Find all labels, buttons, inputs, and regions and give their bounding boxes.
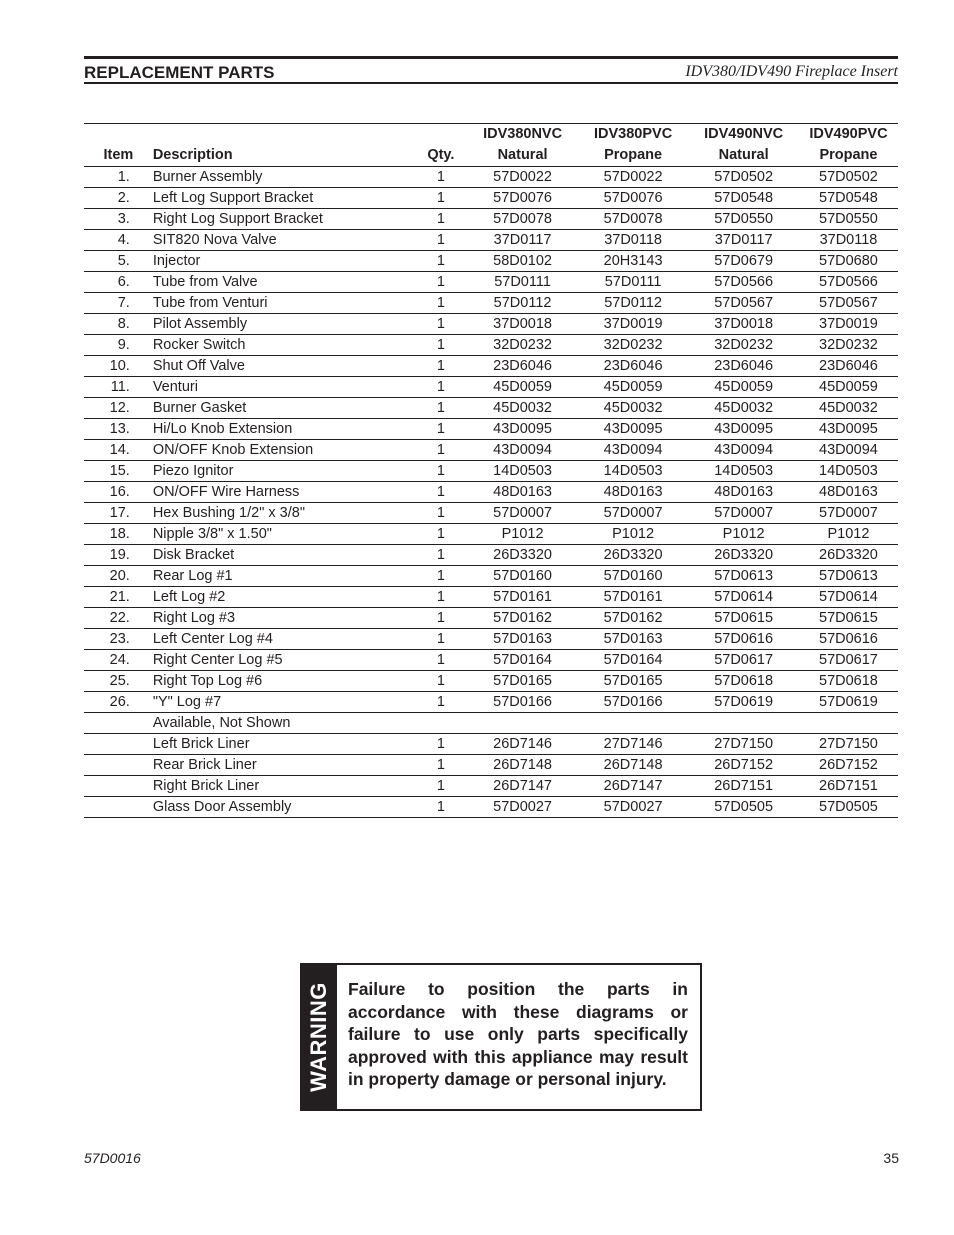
part-no-v2: 57D0163 bbox=[578, 628, 689, 649]
part-no-v1: 57D0111 bbox=[467, 271, 578, 292]
part-qty: 1 bbox=[414, 334, 467, 355]
table-row bbox=[84, 607, 898, 628]
part-no-v1: 26D7148 bbox=[467, 754, 578, 775]
part-description: Burner Assembly bbox=[153, 166, 415, 187]
part-no-v3: 45D0059 bbox=[688, 376, 799, 397]
part-qty: 1 bbox=[414, 481, 467, 502]
part-no-v2: 20H3143 bbox=[578, 250, 689, 271]
part-no-v3: 37D0018 bbox=[688, 313, 799, 334]
part-description: "Y" Log #7 bbox=[153, 691, 415, 712]
part-no-v4: 57D0618 bbox=[799, 670, 898, 691]
item-number: 14. bbox=[84, 439, 153, 460]
part-no-v3: 57D0619 bbox=[688, 691, 799, 712]
col-header-v1-model: IDV380NVC bbox=[467, 124, 578, 145]
part-no-v2: 57D0027 bbox=[578, 796, 689, 817]
item-number: 15. bbox=[84, 460, 153, 481]
part-no-v3: 48D0163 bbox=[688, 481, 799, 502]
part-description: Right Top Log #6 bbox=[153, 670, 415, 691]
item-number: 12. bbox=[84, 397, 153, 418]
table-row bbox=[84, 628, 898, 649]
item-number: 22. bbox=[84, 607, 153, 628]
part-no-v2: 57D0078 bbox=[578, 208, 689, 229]
part-no-v2 bbox=[578, 712, 689, 733]
part-qty: 1 bbox=[414, 397, 467, 418]
table-row bbox=[84, 565, 898, 586]
part-no-v4: 43D0095 bbox=[799, 418, 898, 439]
warning-text: Failure to position the parts in accordance with these diagrams or failure to use only parts specifically approved with this appliance may result in property damage or personal injury. bbox=[348, 979, 688, 1089]
part-no-v4: 26D7151 bbox=[799, 775, 898, 796]
part-qty: 1 bbox=[414, 166, 467, 187]
item-number: 1. bbox=[84, 166, 153, 187]
part-no-v2: 57D0162 bbox=[578, 607, 689, 628]
col-header-v1-fuel: Natural bbox=[467, 145, 578, 166]
part-no-v2: 57D0160 bbox=[578, 565, 689, 586]
table-row bbox=[84, 166, 898, 187]
part-no-v1: 57D0163 bbox=[467, 628, 578, 649]
part-no-v2: 57D0165 bbox=[578, 670, 689, 691]
part-no-v4: 57D0007 bbox=[799, 502, 898, 523]
part-description: Glass Door Assembly bbox=[153, 796, 415, 817]
part-description: Shut Off Valve bbox=[153, 355, 415, 376]
item-number: 2. bbox=[84, 187, 153, 208]
part-no-v1: 57D0112 bbox=[467, 292, 578, 313]
part-no-v2: 48D0163 bbox=[578, 481, 689, 502]
part-qty: 1 bbox=[414, 313, 467, 334]
part-no-v4: 57D0619 bbox=[799, 691, 898, 712]
section-title: REPLACEMENT PARTS bbox=[84, 63, 275, 82]
part-description: SIT820 Nova Valve bbox=[153, 229, 415, 250]
part-description: Hi/Lo Knob Extension bbox=[153, 418, 415, 439]
item-number: 18. bbox=[84, 523, 153, 544]
part-description: Injector bbox=[153, 250, 415, 271]
table-row bbox=[84, 586, 898, 607]
part-no-v1: 37D0018 bbox=[467, 313, 578, 334]
part-no-v2: 37D0019 bbox=[578, 313, 689, 334]
col-header-v2-model: IDV380PVC bbox=[578, 124, 689, 145]
part-no-v4: 43D0094 bbox=[799, 439, 898, 460]
part-no-v3: 27D7150 bbox=[688, 733, 799, 754]
item-number bbox=[84, 733, 153, 754]
part-no-v2: 57D0076 bbox=[578, 187, 689, 208]
part-no-v2: 26D7148 bbox=[578, 754, 689, 775]
part-no-v4: 57D0615 bbox=[799, 607, 898, 628]
part-qty: 1 bbox=[414, 565, 467, 586]
item-number: 8. bbox=[84, 313, 153, 334]
part-qty: 1 bbox=[414, 691, 467, 712]
part-no-v4 bbox=[799, 712, 898, 733]
part-description: Left Center Log #4 bbox=[153, 628, 415, 649]
part-no-v4: 37D0019 bbox=[799, 313, 898, 334]
part-description: Left Brick Liner bbox=[153, 733, 415, 754]
col-header-v2-fuel: Propane bbox=[578, 145, 689, 166]
table-row bbox=[84, 439, 898, 460]
part-no-v1: 26D3320 bbox=[467, 544, 578, 565]
part-no-v4: 57D0505 bbox=[799, 796, 898, 817]
part-description: Right Log #3 bbox=[153, 607, 415, 628]
table-row bbox=[84, 481, 898, 502]
part-description: Rocker Switch bbox=[153, 334, 415, 355]
part-no-v3: 32D0232 bbox=[688, 334, 799, 355]
part-no-v1: 43D0095 bbox=[467, 418, 578, 439]
part-description: Nipple 3/8" x 1.50" bbox=[153, 523, 415, 544]
part-description: Right Log Support Bracket bbox=[153, 208, 415, 229]
part-description: Right Brick Liner bbox=[153, 775, 415, 796]
table-header-row-models bbox=[84, 124, 898, 145]
part-no-v1: 32D0232 bbox=[467, 334, 578, 355]
part-no-v2: 57D0112 bbox=[578, 292, 689, 313]
table-row bbox=[84, 754, 898, 775]
part-no-v1: 43D0094 bbox=[467, 439, 578, 460]
col-header-v3-fuel: Natural bbox=[688, 145, 799, 166]
item-number: 25. bbox=[84, 670, 153, 691]
part-no-v4: 57D0617 bbox=[799, 649, 898, 670]
part-no-v2: 26D3320 bbox=[578, 544, 689, 565]
part-no-v4: 27D7150 bbox=[799, 733, 898, 754]
part-no-v1: 26D7147 bbox=[467, 775, 578, 796]
part-no-v4: 26D3320 bbox=[799, 544, 898, 565]
part-no-v1: 58D0102 bbox=[467, 250, 578, 271]
part-no-v3: 26D7151 bbox=[688, 775, 799, 796]
part-no-v2: 14D0503 bbox=[578, 460, 689, 481]
part-no-v1: 45D0032 bbox=[467, 397, 578, 418]
table-row bbox=[84, 670, 898, 691]
part-no-v4: 57D0616 bbox=[799, 628, 898, 649]
part-qty: 1 bbox=[414, 649, 467, 670]
page-number: 35 bbox=[883, 1150, 899, 1166]
item-number: 17. bbox=[84, 502, 153, 523]
part-no-v2: P1012 bbox=[578, 523, 689, 544]
part-no-v3: 57D0502 bbox=[688, 166, 799, 187]
col-header-v3-model: IDV490NVC bbox=[688, 124, 799, 145]
part-no-v3: 57D0613 bbox=[688, 565, 799, 586]
part-qty: 1 bbox=[414, 355, 467, 376]
part-no-v1 bbox=[467, 712, 578, 733]
part-description: ON/OFF Wire Harness bbox=[153, 481, 415, 502]
part-qty: 1 bbox=[414, 775, 467, 796]
warning-box bbox=[300, 963, 702, 1111]
part-description: Right Center Log #5 bbox=[153, 649, 415, 670]
part-no-v3: 57D0505 bbox=[688, 796, 799, 817]
table-row bbox=[84, 418, 898, 439]
parts-table bbox=[84, 123, 898, 818]
part-description: Tube from Valve bbox=[153, 271, 415, 292]
part-no-v2: 43D0094 bbox=[578, 439, 689, 460]
part-no-v4: 14D0503 bbox=[799, 460, 898, 481]
part-no-v4: 45D0059 bbox=[799, 376, 898, 397]
table-row bbox=[84, 691, 898, 712]
part-qty: 1 bbox=[414, 292, 467, 313]
part-no-v1: 37D0117 bbox=[467, 229, 578, 250]
part-no-v4: 57D0548 bbox=[799, 187, 898, 208]
part-no-v3: 37D0117 bbox=[688, 229, 799, 250]
part-no-v1: 57D0162 bbox=[467, 607, 578, 628]
part-no-v2: 23D6046 bbox=[578, 355, 689, 376]
part-qty: 1 bbox=[414, 460, 467, 481]
item-number: 9. bbox=[84, 334, 153, 355]
item-number: 3. bbox=[84, 208, 153, 229]
table-row bbox=[84, 775, 898, 796]
part-no-v3: 57D0566 bbox=[688, 271, 799, 292]
part-no-v2: 57D0007 bbox=[578, 502, 689, 523]
warning-label: WARNING bbox=[306, 982, 331, 1092]
part-description: Hex Bushing 1/2" x 3/8" bbox=[153, 502, 415, 523]
part-no-v2: 57D0022 bbox=[578, 166, 689, 187]
part-qty: 1 bbox=[414, 544, 467, 565]
part-no-v4: 32D0232 bbox=[799, 334, 898, 355]
part-no-v1: P1012 bbox=[467, 523, 578, 544]
part-no-v1: 45D0059 bbox=[467, 376, 578, 397]
part-description: ON/OFF Knob Extension bbox=[153, 439, 415, 460]
part-no-v2: 37D0118 bbox=[578, 229, 689, 250]
part-no-v4: 57D0614 bbox=[799, 586, 898, 607]
item-number: 11. bbox=[84, 376, 153, 397]
part-qty: 1 bbox=[414, 502, 467, 523]
part-qty: 1 bbox=[414, 250, 467, 271]
part-no-v3: 45D0032 bbox=[688, 397, 799, 418]
part-no-v3: 57D0679 bbox=[688, 250, 799, 271]
item-number: 13. bbox=[84, 418, 153, 439]
part-no-v4: P1012 bbox=[799, 523, 898, 544]
part-no-v2: 57D0161 bbox=[578, 586, 689, 607]
part-no-v1: 48D0163 bbox=[467, 481, 578, 502]
table-row bbox=[84, 208, 898, 229]
part-no-v3: 43D0094 bbox=[688, 439, 799, 460]
part-no-v3: 57D0548 bbox=[688, 187, 799, 208]
document-code: 57D0016 bbox=[84, 1150, 141, 1166]
part-no-v4: 57D0502 bbox=[799, 166, 898, 187]
part-qty: 1 bbox=[414, 418, 467, 439]
warning-bar bbox=[302, 965, 337, 1109]
part-qty: 1 bbox=[414, 439, 467, 460]
part-no-v1: 57D0022 bbox=[467, 166, 578, 187]
part-description: Pilot Assembly bbox=[153, 313, 415, 334]
part-no-v4: 57D0567 bbox=[799, 292, 898, 313]
table-row bbox=[84, 544, 898, 565]
part-qty: 1 bbox=[414, 796, 467, 817]
part-no-v1: 57D0007 bbox=[467, 502, 578, 523]
part-no-v3: P1012 bbox=[688, 523, 799, 544]
col-header-description: Description bbox=[153, 145, 415, 166]
item-number: 21. bbox=[84, 586, 153, 607]
part-no-v3: 23D6046 bbox=[688, 355, 799, 376]
part-qty: 1 bbox=[414, 229, 467, 250]
part-qty: 1 bbox=[414, 670, 467, 691]
part-qty: 1 bbox=[414, 607, 467, 628]
part-no-v2: 45D0059 bbox=[578, 376, 689, 397]
part-no-v2: 27D7146 bbox=[578, 733, 689, 754]
part-no-v3: 57D0567 bbox=[688, 292, 799, 313]
part-no-v4: 26D7152 bbox=[799, 754, 898, 775]
table-row bbox=[84, 796, 898, 817]
item-number: 26. bbox=[84, 691, 153, 712]
part-no-v2: 26D7147 bbox=[578, 775, 689, 796]
item-number: 23. bbox=[84, 628, 153, 649]
col-header-v4-model: IDV490PVC bbox=[799, 124, 898, 145]
table-row bbox=[84, 250, 898, 271]
part-no-v1: 57D0161 bbox=[467, 586, 578, 607]
part-no-v3: 43D0095 bbox=[688, 418, 799, 439]
part-no-v3: 57D0550 bbox=[688, 208, 799, 229]
part-no-v1: 57D0164 bbox=[467, 649, 578, 670]
part-qty: 1 bbox=[414, 523, 467, 544]
table-row bbox=[84, 502, 898, 523]
table-row bbox=[84, 460, 898, 481]
part-no-v1: 57D0027 bbox=[467, 796, 578, 817]
part-description: Venturi bbox=[153, 376, 415, 397]
table-row bbox=[84, 271, 898, 292]
part-no-v3: 57D0615 bbox=[688, 607, 799, 628]
part-description: Disk Bracket bbox=[153, 544, 415, 565]
part-no-v4: 57D0613 bbox=[799, 565, 898, 586]
part-no-v4: 57D0566 bbox=[799, 271, 898, 292]
table-row bbox=[84, 376, 898, 397]
part-no-v2: 32D0232 bbox=[578, 334, 689, 355]
part-qty: 1 bbox=[414, 187, 467, 208]
part-no-v1: 14D0503 bbox=[467, 460, 578, 481]
part-no-v4: 57D0550 bbox=[799, 208, 898, 229]
part-no-v2: 57D0166 bbox=[578, 691, 689, 712]
table-row bbox=[84, 334, 898, 355]
table-header-row bbox=[84, 145, 898, 166]
parts-table-body bbox=[84, 166, 898, 817]
part-no-v1: 57D0165 bbox=[467, 670, 578, 691]
part-description: Left Log Support Bracket bbox=[153, 187, 415, 208]
part-no-v3: 57D0617 bbox=[688, 649, 799, 670]
part-no-v2: 43D0095 bbox=[578, 418, 689, 439]
item-number bbox=[84, 796, 153, 817]
part-no-v3: 26D7152 bbox=[688, 754, 799, 775]
part-qty: 1 bbox=[414, 586, 467, 607]
part-qty: 1 bbox=[414, 271, 467, 292]
item-number: 10. bbox=[84, 355, 153, 376]
item-number: 5. bbox=[84, 250, 153, 271]
table-row bbox=[84, 712, 898, 733]
part-description: Tube from Venturi bbox=[153, 292, 415, 313]
part-no-v4: 48D0163 bbox=[799, 481, 898, 502]
part-qty: 1 bbox=[414, 733, 467, 754]
part-description: Piezo Ignitor bbox=[153, 460, 415, 481]
part-no-v4: 23D6046 bbox=[799, 355, 898, 376]
part-no-v3 bbox=[688, 712, 799, 733]
table-row bbox=[84, 649, 898, 670]
part-no-v1: 26D7146 bbox=[467, 733, 578, 754]
part-no-v1: 57D0166 bbox=[467, 691, 578, 712]
part-no-v2: 57D0164 bbox=[578, 649, 689, 670]
item-number bbox=[84, 754, 153, 775]
part-description: Rear Brick Liner bbox=[153, 754, 415, 775]
item-number: 24. bbox=[84, 649, 153, 670]
page-header bbox=[84, 56, 898, 84]
part-description: Rear Log #1 bbox=[153, 565, 415, 586]
part-no-v2: 45D0032 bbox=[578, 397, 689, 418]
part-qty: 1 bbox=[414, 754, 467, 775]
part-qty: 1 bbox=[414, 628, 467, 649]
item-number: 6. bbox=[84, 271, 153, 292]
col-header-item: Item bbox=[84, 145, 153, 166]
part-no-v1: 23D6046 bbox=[467, 355, 578, 376]
table-row bbox=[84, 313, 898, 334]
part-no-v3: 57D0618 bbox=[688, 670, 799, 691]
part-no-v3: 26D3320 bbox=[688, 544, 799, 565]
part-no-v4: 37D0118 bbox=[799, 229, 898, 250]
table-row bbox=[84, 733, 898, 754]
part-qty: 1 bbox=[414, 376, 467, 397]
table-row bbox=[84, 187, 898, 208]
part-no-v3: 14D0503 bbox=[688, 460, 799, 481]
col-header-v4-fuel: Propane bbox=[799, 145, 898, 166]
table-row bbox=[84, 397, 898, 418]
part-qty bbox=[414, 712, 467, 733]
part-description: Available, Not Shown bbox=[153, 712, 415, 733]
part-description: Burner Gasket bbox=[153, 397, 415, 418]
table-row bbox=[84, 229, 898, 250]
part-no-v4: 45D0032 bbox=[799, 397, 898, 418]
item-number bbox=[84, 775, 153, 796]
table-row bbox=[84, 292, 898, 313]
part-no-v3: 57D0616 bbox=[688, 628, 799, 649]
col-header-qty: Qty. bbox=[414, 145, 467, 166]
part-no-v1: 57D0160 bbox=[467, 565, 578, 586]
item-number: 20. bbox=[84, 565, 153, 586]
part-qty: 1 bbox=[414, 208, 467, 229]
part-no-v1: 57D0076 bbox=[467, 187, 578, 208]
model-title: IDV380/IDV490 Fireplace Insert bbox=[685, 63, 898, 80]
item-number bbox=[84, 712, 153, 733]
part-no-v2: 57D0111 bbox=[578, 271, 689, 292]
item-number: 19. bbox=[84, 544, 153, 565]
part-no-v1: 57D0078 bbox=[467, 208, 578, 229]
part-description: Left Log #2 bbox=[153, 586, 415, 607]
table-row bbox=[84, 523, 898, 544]
table-row bbox=[84, 355, 898, 376]
part-no-v3: 57D0007 bbox=[688, 502, 799, 523]
item-number: 16. bbox=[84, 481, 153, 502]
part-no-v3: 57D0614 bbox=[688, 586, 799, 607]
item-number: 7. bbox=[84, 292, 153, 313]
item-number: 4. bbox=[84, 229, 153, 250]
part-no-v4: 57D0680 bbox=[799, 250, 898, 271]
